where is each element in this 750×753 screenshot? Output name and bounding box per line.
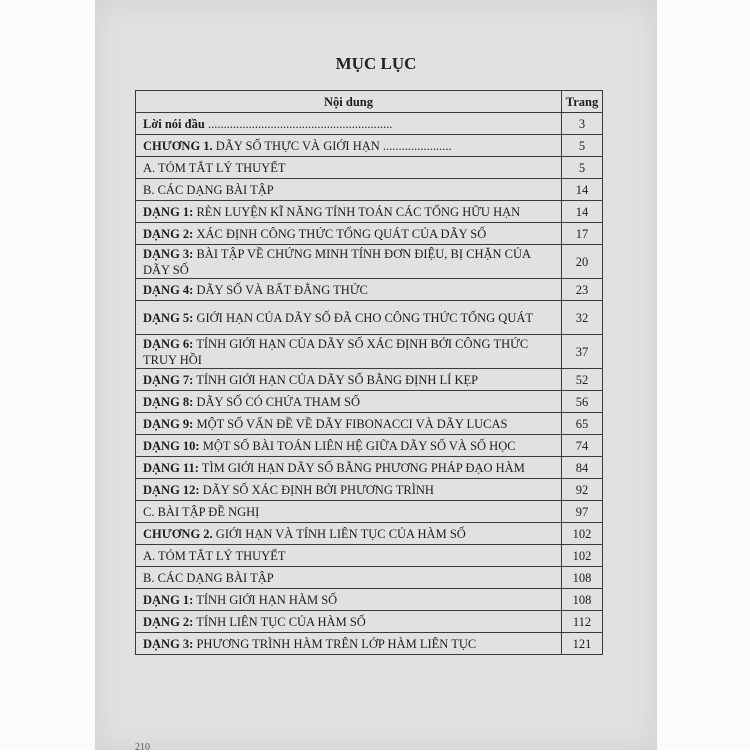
toc-entry-title (136, 245, 562, 279)
toc-entry-title (136, 545, 562, 567)
toc-entry-page: 108 (562, 589, 603, 611)
toc-entry-text: TÍNH GIỚI HẠN CỦA DÃY SỐ XÁC ĐỊNH BỞI CÔNG THỨC TRUY HỒI (143, 336, 529, 367)
toc-entry-title (136, 457, 562, 479)
toc-entry-title (136, 279, 562, 301)
toc-entry-text: XÁC ĐỊNH CÔNG THỨC TỔNG QUÁT CỦA DÃY SỐ (193, 226, 487, 241)
toc-row (136, 135, 603, 157)
toc-row (136, 335, 603, 369)
toc-entry-text: B. CÁC DẠNG BÀI TẬP (143, 570, 274, 585)
toc-entry-text: TÍNH LIÊN TỤC CỦA HÀM SỐ (193, 614, 366, 629)
toc-row (136, 245, 603, 279)
toc-row (136, 391, 603, 413)
toc-entry-title (136, 369, 562, 391)
toc-header-page: Trang (562, 91, 603, 113)
toc-entry-title (136, 157, 562, 179)
toc-header-content: Nội dung (136, 91, 562, 113)
toc-entry-title (136, 135, 562, 157)
toc-entry-page: 52 (562, 369, 603, 391)
toc-entry-text: C. BÀI TẬP ĐỀ NGHỊ (143, 504, 260, 519)
toc-entry-prefix: DẠNG 7: (143, 372, 194, 387)
toc-row (136, 567, 603, 589)
toc-entry-text: GIỚI HẠN VÀ TÍNH LIÊN TỤC CỦA HÀM SỐ (212, 526, 466, 541)
toc-entry-text: B. CÁC DẠNG BÀI TẬP (143, 182, 274, 197)
toc-entry-page: 5 (562, 135, 603, 157)
toc-entry-text: TÍNH GIỚI HẠN CỦA DÃY SỐ BẰNG ĐỊNH LÍ KẸP (193, 372, 479, 387)
toc-entry-text: DÃY SỐ VÀ BẤT ĐẲNG THỨC (193, 282, 368, 297)
toc-entry-prefix: CHƯƠNG 1. (143, 138, 213, 153)
toc-entry-title (136, 301, 562, 335)
toc-entry-title (136, 335, 562, 369)
toc-row (136, 157, 603, 179)
toc-row (136, 413, 603, 435)
toc-row (136, 435, 603, 457)
toc-entry-title (136, 113, 562, 135)
toc-entry-page: 23 (562, 279, 603, 301)
toc-entry-text: TÍNH GIỚI HẠN HÀM SỐ (193, 592, 338, 607)
toc-entry-text: A. TÓM TẮT LÝ THUYẾT (143, 548, 286, 563)
toc-entry-prefix: DẠNG 3: (143, 636, 194, 651)
toc-entry-page: 14 (562, 201, 603, 223)
toc-entry-page: 108 (562, 567, 603, 589)
toc-entry-prefix: DẠNG 11: (143, 460, 199, 475)
toc-entry-prefix: DẠNG 2: (143, 614, 194, 629)
toc-entry-prefix: DẠNG 4: (143, 282, 194, 297)
toc-row (136, 179, 603, 201)
toc-entry-page: 97 (562, 501, 603, 523)
toc-entry-title (136, 479, 562, 501)
toc-entry-page: 112 (562, 611, 603, 633)
toc-entry-page: 14 (562, 179, 603, 201)
toc-entry-title (136, 201, 562, 223)
toc-entry-text: A. TÓM TẮT LÝ THUYẾT (143, 160, 286, 175)
page-title: MỤC LỤC (335, 54, 417, 73)
toc-entry-text: DÃY SỐ THỰC VÀ GIỚI HẠN ...................... (212, 138, 452, 153)
toc-row (136, 523, 603, 545)
toc-entry-text: DÃY SỐ CÓ CHỨA THAM SỐ (193, 394, 361, 409)
toc-entry-page: 5 (562, 157, 603, 179)
toc-entry-text: PHƯƠNG TRÌNH HÀM TRÊN LỚP HÀM LIÊN TỤC (193, 636, 477, 651)
toc-row (136, 113, 603, 135)
toc-entry-page: 3 (562, 113, 603, 135)
toc-entry-text: ........................................................... (204, 116, 393, 131)
toc-entry-prefix: DẠNG 3: (143, 246, 194, 261)
toc-entry-title (136, 413, 562, 435)
toc-entry-page: 102 (562, 545, 603, 567)
toc-row (136, 223, 603, 245)
background-left (0, 0, 95, 750)
toc-table (135, 90, 603, 655)
toc-row (136, 301, 603, 335)
toc-entry-page: 74 (562, 435, 603, 457)
toc-entry-text: RÈN LUYỆN KĨ NĂNG TÍNH TOÁN CÁC TỔNG HỮU HẠN (193, 204, 521, 219)
toc-row (136, 279, 603, 301)
toc-entry-text: DÃY SỐ XÁC ĐỊNH BỞI PHƯƠNG TRÌNH (199, 482, 434, 497)
toc-entry-prefix: DẠNG 12: (143, 482, 200, 497)
toc-entry-page: 17 (562, 223, 603, 245)
toc-entry-prefix: DẠNG 5: (143, 310, 194, 325)
toc-entry-prefix: DẠNG 6: (143, 336, 194, 351)
toc-entry-prefix: CHƯƠNG 2. (143, 526, 213, 541)
toc-row (136, 479, 603, 501)
toc-entry-prefix: DẠNG 1: (143, 204, 194, 219)
toc-entry-title (136, 523, 562, 545)
toc-entry-prefix: DẠNG 9: (143, 416, 194, 431)
background-right (657, 0, 750, 750)
toc-entry-prefix: DẠNG 1: (143, 592, 194, 607)
toc-row (136, 501, 603, 523)
toc-entry-page: 56 (562, 391, 603, 413)
toc-entry-text: MỘT SỐ BÀI TOÁN LIÊN HỆ GIỮA DÃY SỐ VÀ SỐ HỌC (199, 438, 516, 453)
toc-row (136, 369, 603, 391)
toc-row (136, 201, 603, 223)
toc-entry-page: 20 (562, 245, 603, 279)
toc-entry-page: 32 (562, 301, 603, 335)
toc-entry-prefix: DẠNG 10: (143, 438, 200, 453)
toc-entry-title (136, 223, 562, 245)
toc-entry-text: MỘT SỐ VẤN ĐỀ VỀ DÃY FIBONACCI VÀ DÃY LUCAS (193, 416, 508, 431)
toc-entry-page: 65 (562, 413, 603, 435)
toc-entry-prefix: Lời nói đầu (143, 116, 205, 131)
toc-entry-text: GIỚI HẠN CỦA DÃY SỐ ĐÃ CHO CÔNG THỨC TỔNG QUÁT (193, 310, 534, 325)
toc-entry-title (136, 391, 562, 413)
toc-entry-page: 102 (562, 523, 603, 545)
toc-header-row (136, 91, 603, 113)
toc-entry-title (136, 501, 562, 523)
toc-entry-prefix: DẠNG 2: (143, 226, 194, 241)
toc-entry-page: 121 (562, 633, 603, 655)
toc-entry-title (136, 567, 562, 589)
toc-entry-page: 92 (562, 479, 603, 501)
toc-entry-prefix: DẠNG 8: (143, 394, 194, 409)
toc-entry-page: 84 (562, 457, 603, 479)
toc-entry-text: TÌM GIỚI HẠN DÃY SỐ BẰNG PHƯƠNG PHÁP ĐẠO HÀM (198, 460, 525, 475)
page-number-partial: 210 (135, 742, 150, 753)
toc-row (136, 457, 603, 479)
toc-entry-title (136, 589, 562, 611)
toc-entry-text: BÀI TẬP VỀ CHỨNG MINH TÍNH ĐƠN ĐIỆU, BỊ CHẶN CỦA DÃY SỐ (143, 246, 531, 277)
toc-entry-title (136, 179, 562, 201)
toc-entry-title (136, 435, 562, 457)
book-page (95, 0, 657, 753)
toc-row (136, 611, 603, 633)
toc-entry-page: 37 (562, 335, 603, 369)
toc-entry-title (136, 611, 562, 633)
toc-body (136, 113, 603, 655)
toc-row (136, 633, 603, 655)
toc-entry-title (136, 633, 562, 655)
toc-row (136, 545, 603, 567)
toc-row (136, 589, 603, 611)
